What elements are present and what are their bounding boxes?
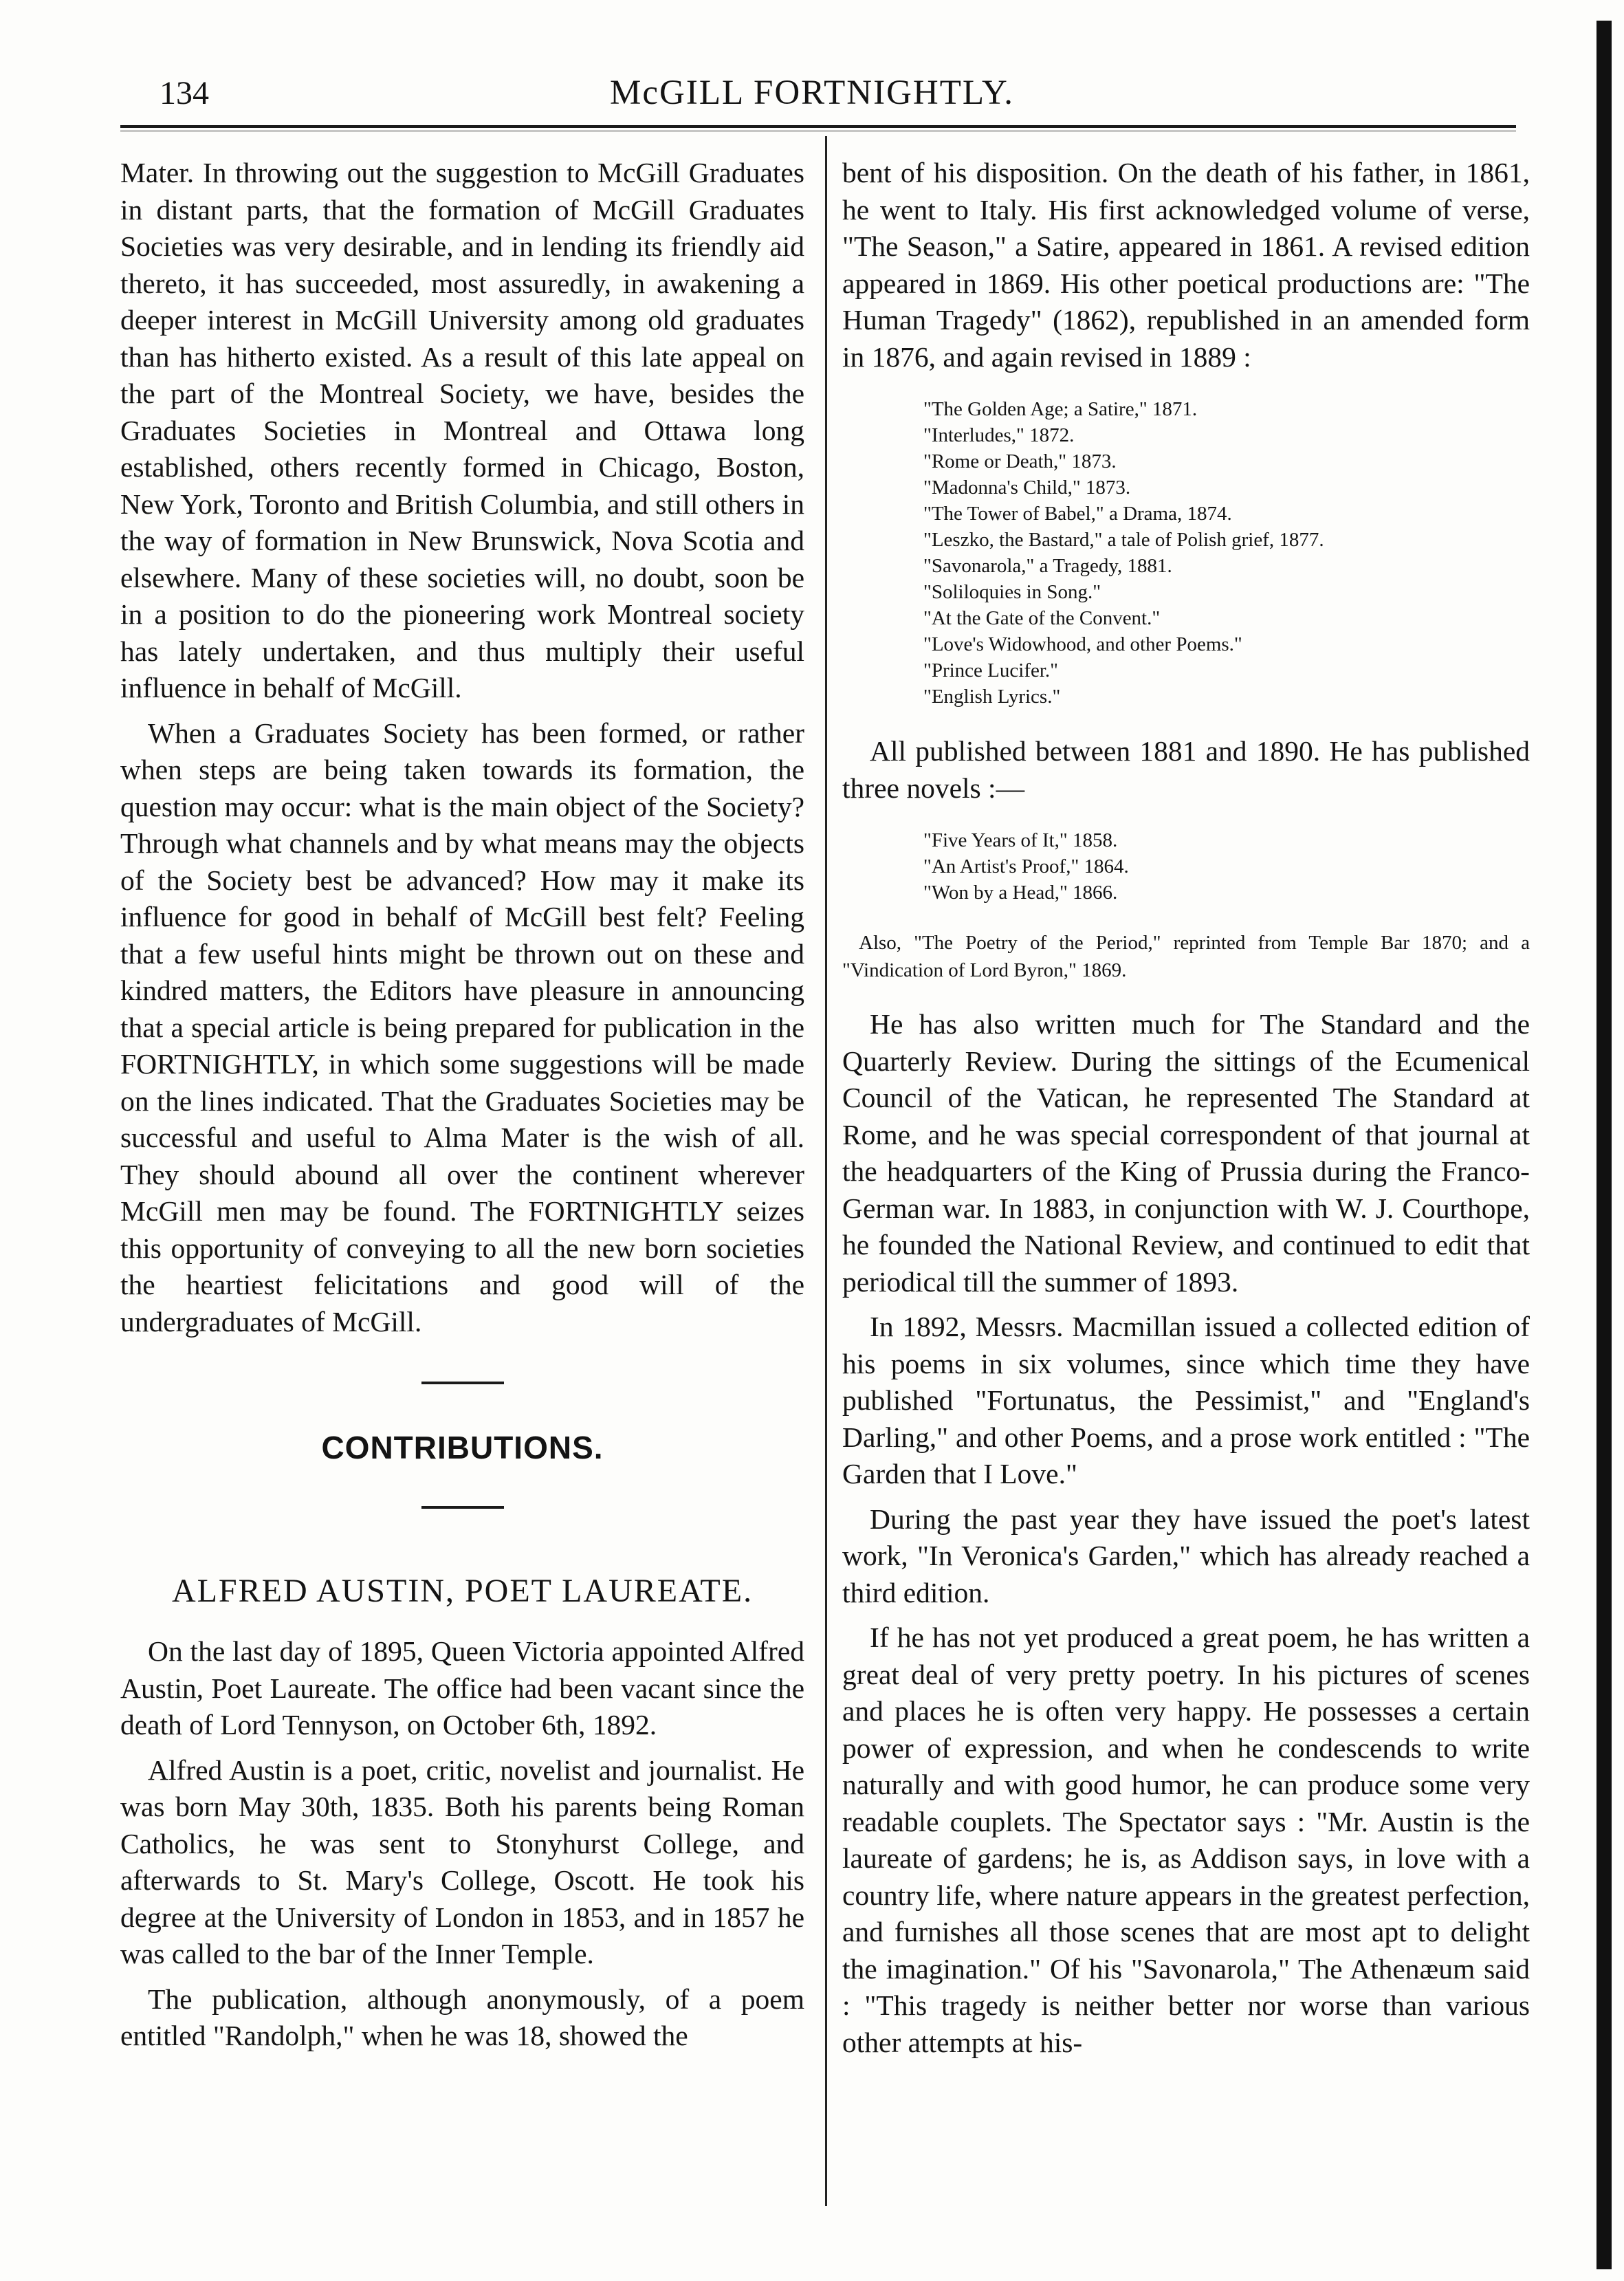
list-item: "Interludes," 1872. [923,424,1075,446]
section-divider [421,1506,504,1509]
section-divider [421,1382,504,1384]
running-head: McGILL FORTNIGHTLY. [610,74,1014,112]
list-item: "Five Years of It," 1858. [923,829,1118,851]
paragraph: During the past year they have issued the poet's latest work, "In Veronica's Garden," which has already reached a third edition. [842,1503,1530,1608]
list-item: "Madonna's Child," 1873. [923,477,1131,499]
column-divider [825,136,827,2206]
section-heading: CONTRIBUTIONS. [321,1430,604,1465]
paragraph: The publication, although anonymously, of a poem entitled "Randolph," when he was 18, showed the [120,1983,804,2051]
header-rule [120,125,1516,128]
page-edge-shadow [1596,21,1612,2269]
paragraph: On the last day of 1895, Queen Victoria appointed Alfred Austin, Poet Laureate. The office had been vacant since the death of Lord Tennyson, on October 6th, 1892. [120,1635,804,1740]
paragraph: He has also written much for The Standard and the Quarterly Review. During the sittings of the Ecumenical Council of the Vatican, he represented The Standard at Rome, and he was special correspondent of that journal at the headquarters of the King of Prussia during the Franco-German war. In 1883, in conjunction with W. J. Courthope, he founded the National Review, and continued to edit that periodical till the summer of 1893. [842,1008,1530,1298]
article-title: ALFRED AUSTIN, POET LAUREATE. [171,1573,754,1609]
novel-list [923,827,1530,906]
list-item: "An Artist's Proof," 1864. [923,855,1129,877]
paragraph: Alfred Austin is a poet, critic, novelist and journalist. He was born May 30th, 1835. Both his parents being Roman Catholics, he was sent to Stonyhurst College, and afterwards to St. Mary's College, Oscott. He took his degree at the University of London in 1853, and in 1857 he was called to the bar of the Inner Temple. [120,1754,804,1969]
list-item: "Love's Widowhood, and other Poems." [923,633,1242,655]
paragraph: If he has not yet produced a great poem, he has written a great deal of very pretty poetry. In his pictures of scenes and places he is often very happy. He possesses a certain power of expression, and when he condescends to write naturally and with good humor, he can produce some very readable couplets. The Spectator says : "Mr. Austin is the laureate of gardens; he is, as Addison says, in love with a country life, where nature appears in the greatest perfection, and furnishes all those scenes that are most apt to delight the imagination." Of his "Savonarola," The Athenæum said : "This tragedy is neither better nor worse than various other attempts at his- [842,1622,1530,2058]
paragraph: When a Graduates Society has been formed, or rather when steps are being taken towards its formation, the question may occur: what is the main object of the Society? Through what channels and by what means may the objects of the Society best be advanced? How may it make its influence for good in behalf of McGill best felt? Feeling that a few useful hints might be thrown out on these and kindred matters, the Editors have pleasure in announcing that a special article is being prepared for publication in the FORTNIGHTLY, in which some suggestions will be made on the lines indicated. That the Graduates Societies may be successful and useful to Alma Mater is the wish of all. They should abound all over the continent wherever McGill men may be found. The FORTNIGHTLY seizes this opportunity of conveying to all the new born societies the heartiest felicitations and good will of the undergraduates of McGill. [120,717,804,1338]
note: Also, "The Poetry of the Period," reprinted from Temple Bar 1870; and a "Vindication of Lord Byron," 1869. [842,932,1530,981]
list-item: "Prince Lucifer." [923,659,1058,681]
page-number: 134 [160,75,209,111]
list-item: "At the Gate of the Convent." [923,607,1161,629]
paragraph: Mater. In throwing out the suggestion to McGill Graduates in distant parts, that the formation of McGill Graduates Societies was very desirable, and in lending its friendly aid thereto, it has succeeded, most assuredly, in awakening a deeper interest in McGill University among old graduates than has hitherto existed. As a result of this late appeal on the part of the Montreal Society, we have, besides the Graduates Societies in Montreal and Ottawa long established, others recently formed in Chicago, Boston, New York, Toronto and British Columbia, and still others in the way of formation in New Brunswick, Nova Scotia and elsewhere. Many of these societies will, no doubt, soon be in a position to do the pioneering work Montreal society has lately undertaken, and thus multiply their useful influence in behalf of McGill. [120,157,804,703]
paragraph: In 1892, Messrs. Macmillan issued a collected edition of his poems in six volumes, since which time they have published "Fortunatus, the Pessimist," and "England's Darling," and other Poems, and a prose work entitled : "The Garden that I Love." [842,1311,1530,1489]
list-item: "Soliloquies in Song." [923,581,1101,603]
list-item: "The Tower of Babel," a Drama, 1874. [923,503,1232,525]
list-item: "The Golden Age; a Satire," 1871. [923,398,1198,420]
list-item: "English Lyrics." [923,686,1061,708]
right-column [842,155,1530,2069]
paragraph: All published between 1881 and 1890. He has published three novels :— [842,735,1530,804]
paragraph: bent of his disposition. On the death of his father, in 1861, he went to Italy. His first acknowledged volume of verse, "The Season," a Satire, appeared in 1861. A revised edition appeared in 1869. His other poetical productions are: "The Human Tragedy" (1862), republished in an amended form in 1876, and again revised in 1889 : [842,157,1530,373]
left-column [120,155,804,2063]
list-item: "Won by a Head," 1866. [923,882,1118,904]
poem-list [923,396,1530,710]
list-item: "Leszko, the Bastard," a tale of Polish grief, 1877. [923,529,1324,551]
list-item: "Rome or Death," 1873. [923,450,1117,472]
list-item: "Savonarola," a Tragedy, 1881. [923,555,1172,577]
